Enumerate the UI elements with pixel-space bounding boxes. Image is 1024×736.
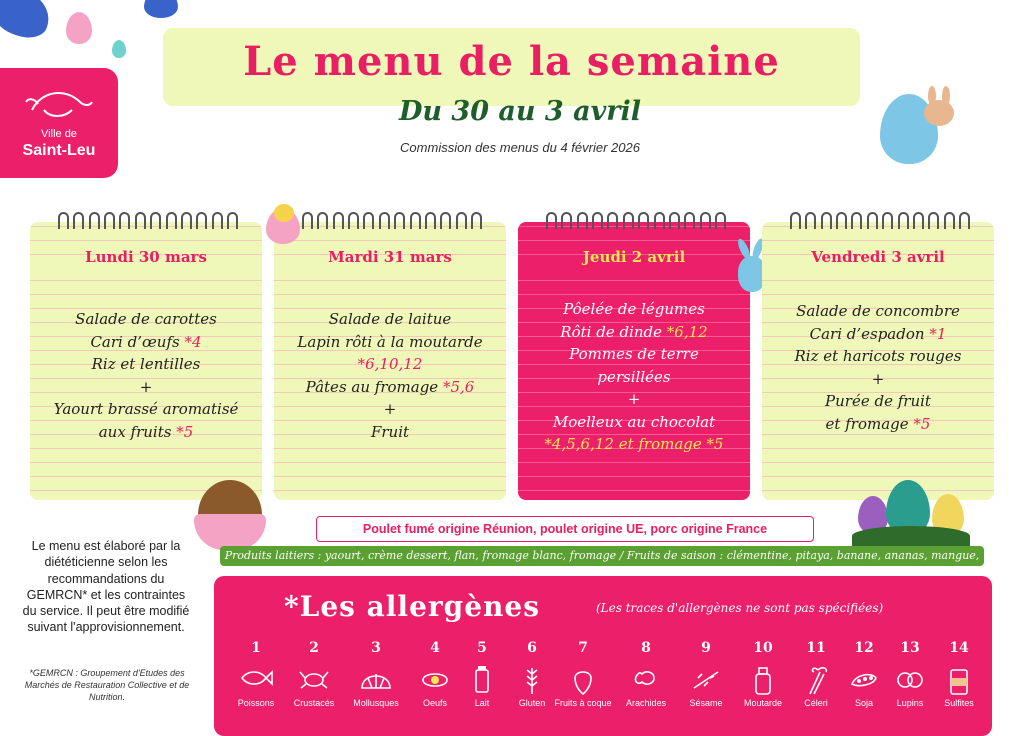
meat-origin-banner: Poulet fumé origine Réunion, poulet origine UE, porc origine France <box>316 516 814 542</box>
menu-line: Salade de concombre <box>796 302 960 320</box>
menu-line: + <box>139 377 153 396</box>
day-card-tuesday <box>274 222 506 500</box>
allergen-number: 1 <box>251 640 261 656</box>
page-subtitle: Du 30 au 3 avril <box>398 96 642 127</box>
bunny-icon <box>922 86 958 130</box>
mustard-icon <box>733 662 793 698</box>
menu-line: Salade de laitue <box>328 310 452 328</box>
allergen-item <box>346 640 406 708</box>
allergen-item <box>553 640 613 708</box>
allergen-number: 8 <box>641 640 651 656</box>
allergen-name: Soja <box>854 698 873 708</box>
day-menu <box>526 298 742 456</box>
city-logo <box>0 68 118 178</box>
menu-line: Pommes de terre <box>569 345 699 363</box>
menu-line: *4,5,6,12 et fromage *5 <box>544 435 724 453</box>
allergen-number: 10 <box>753 640 773 656</box>
day-menu <box>770 300 986 435</box>
sulfite-icon <box>929 662 989 698</box>
day-title: Jeudi 2 avril <box>582 248 686 266</box>
allergen-number: 13 <box>900 640 920 656</box>
menu-line: aux fruits *5 <box>98 422 194 441</box>
menu-line: Riz et haricots rouges <box>794 347 962 365</box>
allergen-name: Arachides <box>625 698 667 708</box>
allergen-item <box>929 640 989 708</box>
menu-line: Pâtes au fromage *5,6 <box>305 377 475 396</box>
allergen-name: Crustacés <box>293 698 335 708</box>
commission-date: Commission des menus du 4 février 2026 <box>400 140 640 155</box>
allergen-name: Lait <box>474 698 490 708</box>
allergen-number: 12 <box>854 640 874 656</box>
allergen-item <box>676 640 736 708</box>
allergen-number: 4 <box>430 640 440 656</box>
day-card-monday <box>30 222 262 500</box>
day-card-thursday <box>518 222 750 500</box>
menu-line: persillées <box>597 367 671 386</box>
menu-line: Yaourt brassé aromatisé <box>53 400 239 418</box>
allergen-name: Sésame <box>689 698 723 708</box>
allergen-name: Céleri <box>804 698 828 708</box>
day-title: Lundi 30 mars <box>85 248 207 266</box>
decorative-egg-icon <box>144 0 178 18</box>
spiral-rings <box>790 212 970 230</box>
gemrcn-footnote: *GEMRCN : Groupement d'Etudes des Marchés de Restauration Collective et de Nutrition. <box>24 668 190 702</box>
menu-line: Purée de fruit <box>825 392 931 410</box>
spiral-rings <box>546 212 726 230</box>
day-menu <box>282 308 498 443</box>
allergen-name: Moutarde <box>743 698 783 708</box>
menu-line: + <box>383 400 397 418</box>
peanut-icon <box>616 662 676 698</box>
dietitian-note: Le menu est élaboré par la diététicienne selon les recommandations du GEMRCN* et les contraintes du service. Il peut être modifié suivant l'approvisionnement. <box>22 539 190 635</box>
decorative-egg-icon <box>0 0 56 44</box>
menu-line: Fruit <box>370 422 410 441</box>
allergen-number: 3 <box>371 640 381 656</box>
sesame-icon <box>676 662 736 698</box>
allergens-note: (Les traces d'allergènes ne sont pas spécifiées) <box>596 601 884 615</box>
day-card-friday <box>762 222 994 500</box>
turtle-icon <box>24 84 94 124</box>
spiral-rings <box>302 212 482 230</box>
menu-line: Moelleux au chocolat <box>552 412 716 431</box>
allergen-number: 14 <box>949 640 969 656</box>
egg-cup-icon <box>194 514 266 550</box>
day-title: Vendredi 3 avril <box>811 248 945 266</box>
allergen-number: 2 <box>309 640 319 656</box>
menu-line: Salade de carottes <box>75 310 217 328</box>
allergen-number: 6 <box>527 640 537 656</box>
menu-line: Rôti de dinde *6,12 <box>560 322 708 341</box>
allergen-name: Poissons <box>237 698 275 708</box>
menu-line: Riz et lentilles <box>91 355 201 373</box>
allergen-name: Lupins <box>896 698 924 708</box>
logo-line1: Ville de <box>41 128 77 140</box>
allergen-item <box>284 640 344 708</box>
allergen-number: 11 <box>806 640 826 656</box>
allergen-name: Oeufs <box>422 698 447 708</box>
menu-line: et fromage *5 <box>825 414 931 433</box>
crab-icon <box>284 662 344 698</box>
day-title: Mardi 31 mars <box>328 248 452 266</box>
shell-icon <box>346 662 406 698</box>
menu-line: Cari d’œufs *4 <box>90 332 202 351</box>
fish-icon <box>226 662 286 698</box>
allergen-number: 5 <box>477 640 487 656</box>
page-title: Le menu de la semaine <box>243 38 780 85</box>
decorative-egg-icon <box>66 12 92 44</box>
nut-icon <box>553 662 613 698</box>
allergens-title: *Les allergènes <box>284 590 540 623</box>
allergen-number: 7 <box>578 640 588 656</box>
allergen-number: 9 <box>701 640 711 656</box>
allergen-item <box>226 640 286 708</box>
menu-line: Lapin rôti à la moutarde <box>297 332 483 351</box>
allergen-name: Gluten <box>518 698 546 708</box>
menu-line: *6,10,12 <box>357 355 423 373</box>
chick-icon <box>274 204 294 222</box>
menu-line: + <box>871 369 885 388</box>
allergen-name: Fruits à coque <box>554 698 612 708</box>
seasonal-products-banner: Produits laitiers : yaourt, crème dessert, flan, fromage blanc, fromage / Fruits de saison : clémentine, pitaya, banane, ananas, mangue, <box>220 546 984 566</box>
allergen-item <box>733 640 793 708</box>
decorative-egg-icon <box>112 40 126 58</box>
allergen-name: Mollusques <box>353 698 399 708</box>
allergen-name: Sulfites <box>944 698 974 708</box>
menu-line: Pôelée de légumes <box>563 300 705 318</box>
menu-line: Cari d’espadon *1 <box>809 324 947 343</box>
logo-line2: Saint-Leu <box>22 142 96 159</box>
spiral-rings <box>58 212 238 230</box>
allergen-item <box>616 640 676 708</box>
menu-line: + <box>627 390 641 408</box>
day-menu <box>38 308 254 443</box>
grass-icon <box>852 526 970 546</box>
